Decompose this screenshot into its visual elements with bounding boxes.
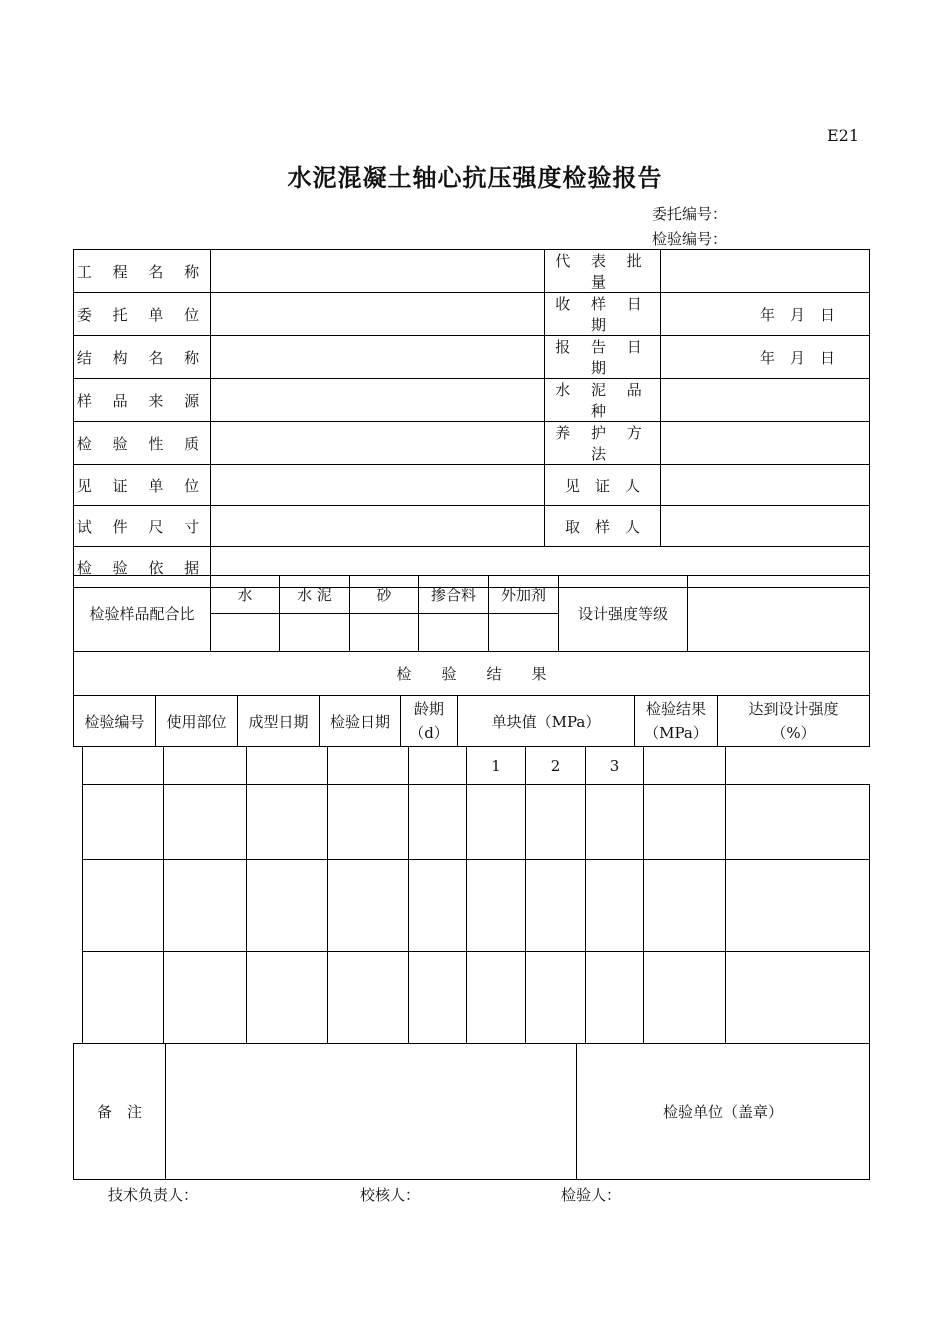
- inspection-number-label: 检验编号：: [652, 230, 728, 248]
- value-sampler: [661, 506, 870, 547]
- remarks-value: [166, 1044, 577, 1180]
- mix-additive: 外加剂: [489, 576, 559, 614]
- table-row: [83, 952, 870, 1044]
- results-subheader-table: [82, 746, 726, 785]
- value-nature: [211, 422, 545, 465]
- mix-admixture-value: [419, 614, 489, 652]
- info-table: [73, 249, 870, 588]
- value-curing: [661, 422, 870, 465]
- col-age: 龄期 （d）: [401, 696, 458, 747]
- label-sampler: 取 样 人: [545, 506, 661, 547]
- label-sample-source: 样 品 来 源: [74, 379, 211, 422]
- checker-label: 校核人：: [360, 1186, 421, 1204]
- col-percent: 达到设计强度 （%）: [718, 696, 870, 747]
- value-receive-date: 年 月 日: [661, 293, 870, 336]
- sub-cell: [328, 747, 409, 785]
- table-row: [83, 860, 870, 952]
- remarks-table: [73, 1043, 870, 1180]
- label-nature: 检 验 性 质: [74, 422, 211, 465]
- label-project-name: 工 程 名 称: [74, 250, 211, 293]
- sub-cell: [164, 747, 247, 785]
- value-structure: [211, 336, 545, 379]
- value-client: [211, 293, 545, 336]
- value-size: [211, 506, 545, 547]
- label-report-date: 报 告 日 期: [545, 336, 661, 379]
- label-design-grade: 设计强度等级: [559, 576, 688, 652]
- label-basis: 检 验 依 据: [74, 547, 211, 588]
- value-cement-type: [661, 379, 870, 422]
- label-curing: 养 护 方 法: [545, 422, 661, 465]
- label-size: 试 件 尺 寸: [74, 506, 211, 547]
- col-test-no: 检验编号: [74, 696, 156, 747]
- value-report-date: 年 月 日: [661, 336, 870, 379]
- mix-cement-value: [280, 614, 350, 652]
- results-section-title: 检 验 结 果: [74, 652, 870, 696]
- sub-cell: [644, 747, 726, 785]
- label-batch: 代 表 批 量: [545, 250, 661, 293]
- sub-col-3: 3: [586, 747, 644, 785]
- entrust-number-label: 委托编号：: [652, 205, 728, 223]
- col-result: 检验结果 （MPa）: [635, 696, 718, 747]
- label-cement-type: 水 泥 品 种: [545, 379, 661, 422]
- stamp-label: 检验单位（盖章）: [577, 1044, 870, 1180]
- value-project-name: [211, 250, 545, 293]
- value-witness-unit: [211, 465, 545, 506]
- results-header-table: [73, 651, 870, 747]
- value-witness: [661, 465, 870, 506]
- label-witness: 见 证 人: [545, 465, 661, 506]
- col-test-date: 检验日期: [320, 696, 401, 747]
- sub-cell: [247, 747, 328, 785]
- mix-admixture: 掺合料: [419, 576, 489, 614]
- mix-water: 水: [211, 576, 280, 614]
- mix-cement: 水 泥: [280, 576, 350, 614]
- mix-sand-value: [350, 614, 419, 652]
- table-row: [83, 785, 870, 860]
- results-data-table: [82, 784, 870, 1044]
- value-design-grade: [688, 576, 870, 652]
- tech-lead-label: 技术负责人：: [108, 1186, 199, 1204]
- label-client: 委 托 单 位: [74, 293, 211, 336]
- mix-sand: 砂: [350, 576, 419, 614]
- page-title: 水泥混凝土轴心抗压强度检验报告: [287, 164, 663, 192]
- mix-additive-value: [489, 614, 559, 652]
- sub-col-2: 2: [526, 747, 586, 785]
- remarks-label: 备 注: [74, 1044, 166, 1180]
- inspector-label: 检验人：: [561, 1186, 622, 1204]
- col-single-value: 单块值（MPa）: [458, 696, 635, 747]
- label-witness-unit: 见 证 单 位: [74, 465, 211, 506]
- label-receive-date: 收 样 日 期: [545, 293, 661, 336]
- sub-cell: [409, 747, 467, 785]
- col-form-date: 成型日期: [238, 696, 320, 747]
- mix-water-value: [211, 614, 280, 652]
- label-structure: 结 构 名 称: [74, 336, 211, 379]
- value-sample-source: [211, 379, 545, 422]
- sub-col-1: 1: [467, 747, 526, 785]
- col-part: 使用部位: [156, 696, 238, 747]
- mix-ratio-table: [73, 575, 870, 652]
- value-batch: [661, 250, 870, 293]
- label-mix-ratio: 检验样品配合比: [74, 576, 211, 652]
- sub-cell: [83, 747, 164, 785]
- form-code: E21: [826, 126, 859, 145]
